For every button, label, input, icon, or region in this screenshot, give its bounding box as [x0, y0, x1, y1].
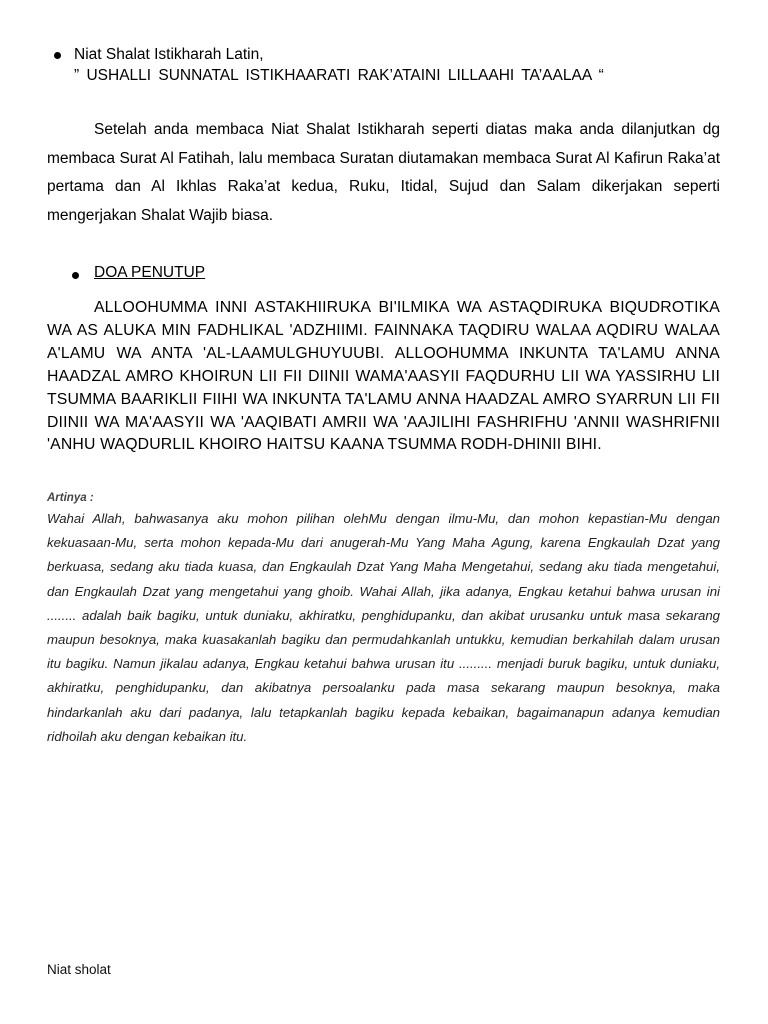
niat-latin-heading: Niat Shalat Istikharah Latin, — [74, 46, 264, 63]
bullet-icon — [54, 52, 61, 59]
bullet-icon — [72, 272, 79, 279]
artinya-label: Artinya : — [47, 492, 94, 504]
niat-latin-text: ” USHALLI SUNNATAL ISTIKHAARATI RAK’ATAINI LILLAAHI TA’AALAA “ — [74, 67, 604, 84]
artinya-text: Wahai Allah, bahwasanya aku mohon pilihan olehMu dengan ilmu-Mu, dan mohon kepastian-Mu dengan kekuasaan-Mu, serta mohon kepada-Mu dari anugerah-Mu Yang Maha Agung, karena Engkaulah Dzat yang berkuasa, sedang aku tiada kuasa, dan Engkaulah Dzat Yang Maha Mengetahui, sedang aku tiada mengetahui, dan Engkaulah Dzat yang mengetahui yang ghoib. Wahai Allah, jika adanya, Engkau ketahui bahwa urusan ini ........ adalah baik bagiku, untuk duniaku, akhiratku, penghidupanku, dan akibat urusanku untuk masa sekarang maupun besoknya, maka kuasakanlah bagiku dan permudahkanlah untukku, kemudian berkahilah dalam urusan itu bagiku. Namun jikalau adanya, Engkau ketahui bahwa urusan itu ......... menjadi buruk bagiku, untuk duniaku, akhiratku, penghidupanku, dan akibatnya persoalanku pada masa sekarang maupun besoknya, maka hindarkanlah aku dari padanya, lalu tetapkanlah bagiku kepada kebaikan, bagaimanapun adanya kemudian ridhoilah aku dengan kebaikan itu. — [47, 511, 720, 744]
footer-text: Niat sholat — [47, 962, 111, 977]
doa-text: ALLOOHUMMA INNI ASTAKHIIRUKA BI'ILMIKA WA ASTAQDIRUKA BIQUDROTIKA WA AS ALUKA MIN FADHLIKAL 'ADZHIIMI. FAINNAKA TAQDIRU WALAA AQDIRU WALAA A'LAMU WA ANTA 'AL-LAAMULGHUYUUBI. ALLOOHUMMA INKUNTA TA'LAMU ANNA HAADZAL AMRO KHOIRUN LII FII DIINII WAMA'AASYII FAQDURHU LII WA YASSIRHU LII TSUMMA BAARIKLII FIIHI WA INKUNTA TA'LAMU ANNA HAADZAL AMRO SYARRUN LII FII DIINII WA MA'AASYII WA 'AAQIBATI AMRII WA 'AAJILIHI FASHRIFHU 'ANNII WASHRIFNII 'ANHU WAQDURLIL KHOIRO HAITSU KAANA TSUMMA RODH-DHINII BIHI. — [47, 299, 720, 454]
instruction-paragraph: Setelah anda membaca Niat Shalat Istikharah seperti diatas maka anda dilanjutkan dg membaca Surat Al Fatihah, lalu membaca Suratan diutamakan membaca Surat Al Kafirun Raka’at pertama dan Al Ikhlas Raka’at kedua, Ruku, Itidal, Sujud dan Salam dikerjakan seperti mengerjakan Shalat Wajib biasa. — [47, 121, 720, 224]
doa-penutup-heading: DOA PENUTUP — [94, 264, 206, 281]
